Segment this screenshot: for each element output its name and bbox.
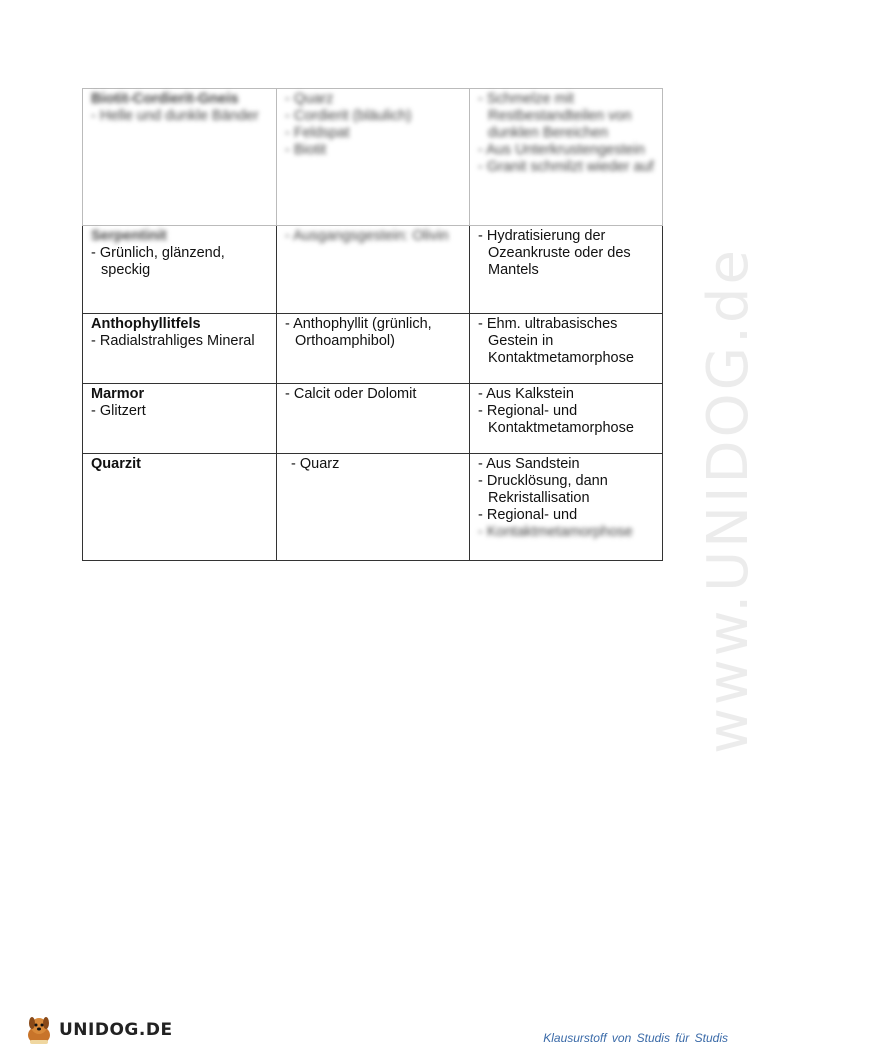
mineral-cell [277,314,470,384]
rock-name: Biotit-Cordierit-Gneis [91,91,239,107]
origin-cell [470,226,663,314]
rock-cell [83,384,277,454]
mineral-item: - Anthophyllit (grünlich, Orthoamphibol) [285,316,461,350]
rock-name: Anthophyllitfels [91,316,201,332]
rock-property: - Glitzert [91,403,268,420]
origin-item: - Regional- und [478,507,654,524]
logo-text: UNIDOG.DE [59,1020,173,1040]
mineral-item: - Feldspat [285,125,461,142]
mineral-item: - Quarz [285,91,461,108]
rock-table [82,88,663,561]
table-row [83,226,663,314]
origin-item: - Regional- und Kontaktmetamorphose [478,403,654,437]
mineral-cell [277,384,470,454]
rock-cell [83,89,277,226]
footer-tagline: Klausurstoff von Studis für Studis [543,1031,728,1045]
table-row [83,384,663,454]
mineral-item: - Biotit [285,142,461,159]
rock-name: Marmor [91,386,145,402]
origin-item: - Drucklösung, dann Rekristallisation [478,473,654,507]
origin-cell [470,89,663,226]
rock-cell [83,226,277,314]
table-row [83,314,663,384]
rock-property: - Helle und dunkle Bänder [91,108,268,125]
mineral-item: - Calcit oder Dolomit [285,386,461,403]
origin-item [478,524,654,541]
mineral-item: - Quarz [291,456,461,473]
mineral-item: - Cordierit (bläulich) [285,108,461,125]
dog-icon [22,1013,56,1047]
origin-item: - Aus Unterkrustengestein [478,142,654,159]
table-row [83,454,663,561]
origin-item: - Ehm. ultrabasisches Gestein in Kontaktmetamorphose [478,316,654,367]
mineral-cell [277,89,470,226]
table-row [83,89,663,226]
mineral-cell [277,454,470,561]
origin-item: - Aus Sandstein [478,456,654,473]
mineral-cell [277,226,470,314]
mineral-item: - Ausgangsgestein: Olivin [285,228,461,245]
footer-logo[interactable] [22,1012,173,1048]
origin-item: - Schmelze mit Restbestandteilen von dunklen Bereichen [478,91,654,142]
rock-name: Serpentinit [91,228,167,244]
origin-item: - Hydratisierung der Ozeankruste oder des Mantels [478,228,654,279]
rock-property: - Grünlich, glänzend, speckig [91,245,268,279]
rock-name: Quarzit [91,456,141,472]
origin-item: - Granit schmilzt wieder auf [478,159,654,176]
origin-cell [470,384,663,454]
origin-item-continued: Kontaktmetamorphose [486,524,633,540]
rock-cell [83,454,277,561]
origin-cell [470,454,663,561]
rock-property: - Radialstrahliges Mineral [91,333,268,350]
origin-cell [470,314,663,384]
rock-cell [83,314,277,384]
watermark-text: www.UNIDOG.de [695,246,761,754]
origin-item: - Aus Kalkstein [478,386,654,403]
